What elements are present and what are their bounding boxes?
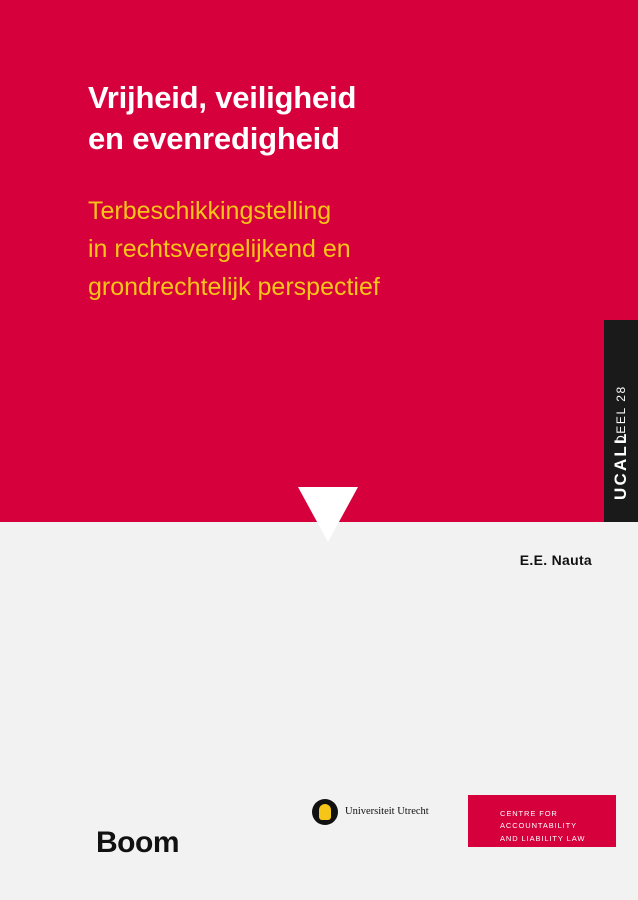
title-line-1: Vrijheid, veiligheid bbox=[88, 80, 357, 115]
page-subtitle bbox=[88, 192, 558, 306]
series-tab bbox=[604, 320, 638, 522]
subtitle-line-1: Terbeschikkingstelling bbox=[88, 197, 332, 225]
subtitle-line-2: in rechtsvergelijkend en bbox=[88, 235, 351, 263]
institute-badge-text bbox=[500, 808, 585, 845]
university-seal-icon bbox=[312, 799, 338, 825]
institute-line-3: AND LIABILITY LAW bbox=[500, 833, 586, 843]
university-logo bbox=[312, 795, 460, 829]
institute-badge bbox=[468, 795, 616, 847]
title-line-2: en evenredigheid bbox=[88, 120, 340, 156]
series-volume-label: DEEL 28 bbox=[614, 385, 628, 444]
author-name: E.E. Nauta bbox=[519, 552, 592, 568]
university-name: Universiteit Utrecht bbox=[345, 806, 429, 818]
series-name-label: UCALL bbox=[611, 431, 630, 500]
institute-line-1: CENTRE FOR bbox=[500, 809, 558, 818]
subtitle-line-3: grondrechtelijk perspectief bbox=[88, 273, 380, 301]
series-name bbox=[604, 320, 638, 522]
publisher-logo: Boom bbox=[96, 826, 179, 859]
triangle-icon bbox=[298, 487, 358, 542]
institute-line-2: ACCOUNTABILITY bbox=[500, 821, 578, 831]
page-title bbox=[88, 78, 558, 160]
